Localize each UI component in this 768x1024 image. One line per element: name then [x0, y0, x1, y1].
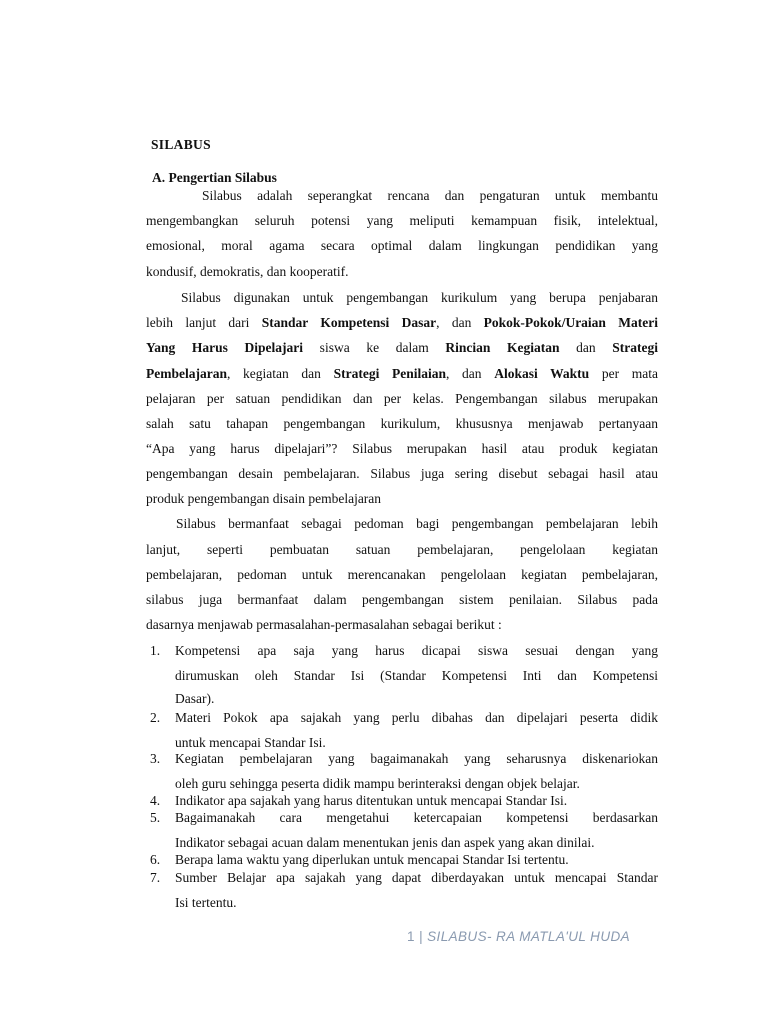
paragraph1-line: emosional, moral agama secara optimal dalam lingkungan pendidikan yang — [146, 238, 658, 253]
bold-term: Strategi Penilaian — [333, 366, 447, 381]
list-item-line: Berapa lama waktu yang diperlukan untuk mencapai Standar Isi tertentu. — [175, 852, 569, 867]
list-item-number: 2. — [150, 710, 161, 725]
bold-term: Pokok-Pokok/Uraian Materi — [483, 315, 658, 330]
list-item-number: 1. — [150, 643, 161, 658]
footer-title: SILABUS- RA MATLA'UL HUDA — [427, 929, 631, 944]
list-item-number: 5. — [150, 810, 161, 825]
paragraph2-line: pengembangan desain pembelajaran. Silabus juga sering disebut sebagai hasil atau — [146, 466, 658, 481]
list-item-line: Indikator apa sajakah yang harus ditentukan untuk mencapai Standar Isi. — [175, 793, 568, 808]
list-item-number: 7. — [150, 870, 161, 885]
paragraph3-line: lanjut, seperti pembuatan satuan pembelajaran, pengelolaan kegiatan — [146, 542, 658, 557]
text-run: , dan — [446, 366, 495, 381]
list-item-line: Kegiatan pembelajaran yang bagaimanakah yang seharusnya diskenariokan — [175, 751, 658, 766]
bold-term: Rincian Kegiatan — [445, 340, 560, 355]
paragraph1-line: Silabus adalah seperangkat rencana dan pengaturan untuk membantu — [202, 188, 658, 203]
list-item-number: 3. — [150, 751, 161, 766]
list-item-line: Isi tertentu. — [175, 895, 237, 910]
paragraph2-line — [146, 340, 658, 356]
bold-term: Alokasi Waktu — [494, 366, 590, 381]
bold-term: Strategi — [612, 340, 659, 355]
paragraph3-line: pembelajaran, pedoman untuk merencanakan pengelolaan kegiatan pembelajaran, — [146, 567, 658, 582]
text-run: siswa ke dalam — [303, 340, 446, 355]
list-item-line: dirumuskan oleh Standar Isi (Standar Kompetensi Inti dan Kompetensi — [175, 668, 658, 683]
paragraph3-line: Silabus bermanfaat sebagai pedoman bagi pengembangan pembelajaran lebih — [176, 516, 658, 531]
paragraph3-line: dasarnya menjawab permasalahan-permasalahan sebagai berikut : — [146, 617, 502, 632]
text-run: dan — [559, 340, 613, 355]
paragraph2-line: produk pengembangan disain pembelajaran — [146, 491, 382, 506]
page-footer — [407, 929, 630, 944]
list-item-line: Sumber Belajar apa sajakah yang dapat diberdayakan untuk mencapai Standar — [175, 870, 658, 885]
list-item-line: Dasar). — [175, 691, 215, 706]
bold-term: Standar Kompetensi Dasar — [261, 315, 437, 330]
paragraph2-line: Silabus digunakan untuk pengembangan kurikulum yang berupa penjabaran — [181, 290, 658, 305]
document-heading: SILABUS — [151, 137, 211, 152]
list-item-line: Materi Pokok apa sajakah yang perlu dibahas dan dipelajari peserta didik — [175, 710, 658, 725]
list-item-number: 6. — [150, 852, 161, 867]
paragraph2-line — [146, 366, 658, 382]
paragraph1-line: mengembangkan seluruh potensi yang meliputi kemampuan fisik, intelektual, — [146, 213, 658, 228]
paragraph1-line: kondusif, demokratis, dan kooperatif. — [146, 264, 349, 279]
list-item-line: Indikator sebagai acuan dalam menentukan jenis dan aspek yang akan dinilai. — [175, 835, 595, 850]
page-number: 1 — [407, 929, 415, 944]
paragraph2-line: pelajaran per satuan pendidikan dan per kelas. Pengembangan silabus merupakan — [146, 391, 658, 406]
bold-term: Yang Harus Dipelajari — [146, 340, 304, 355]
text-run: , dan — [436, 315, 484, 330]
list-item-line: Kompetensi apa saja yang harus dicapai siswa sesuai dengan yang — [175, 643, 658, 658]
paragraph2-line: “Apa yang harus dipelajari”? Silabus merupakan hasil atau produk kegiatan — [146, 441, 658, 456]
paragraph2-line — [146, 315, 658, 331]
text-run: per mata — [589, 366, 658, 381]
paragraph2-line: salah satu tahapan pengembangan kurikulum, khususnya menjawab pertanyaan — [146, 416, 658, 431]
list-item-number: 4. — [150, 793, 161, 808]
text-run: lebih lanjut dari — [146, 315, 262, 330]
text-run: , kegiatan dan — [226, 366, 334, 381]
list-item-line: Bagaimanakah cara mengetahui ketercapaian kompetensi berdasarkan — [175, 810, 658, 825]
list-item-line: untuk mencapai Standar Isi. — [175, 735, 326, 750]
section-title: A. Pengertian Silabus — [152, 170, 277, 185]
list-item-line: oleh guru sehingga peserta didik mampu berinteraksi dengan objek belajar. — [175, 776, 580, 791]
bold-term: Pembelajaran — [146, 366, 227, 381]
footer-separator: | — [419, 929, 423, 944]
paragraph3-line: silabus juga bermanfaat dalam pengembangan sistem penilaian. Silabus pada — [146, 592, 658, 607]
